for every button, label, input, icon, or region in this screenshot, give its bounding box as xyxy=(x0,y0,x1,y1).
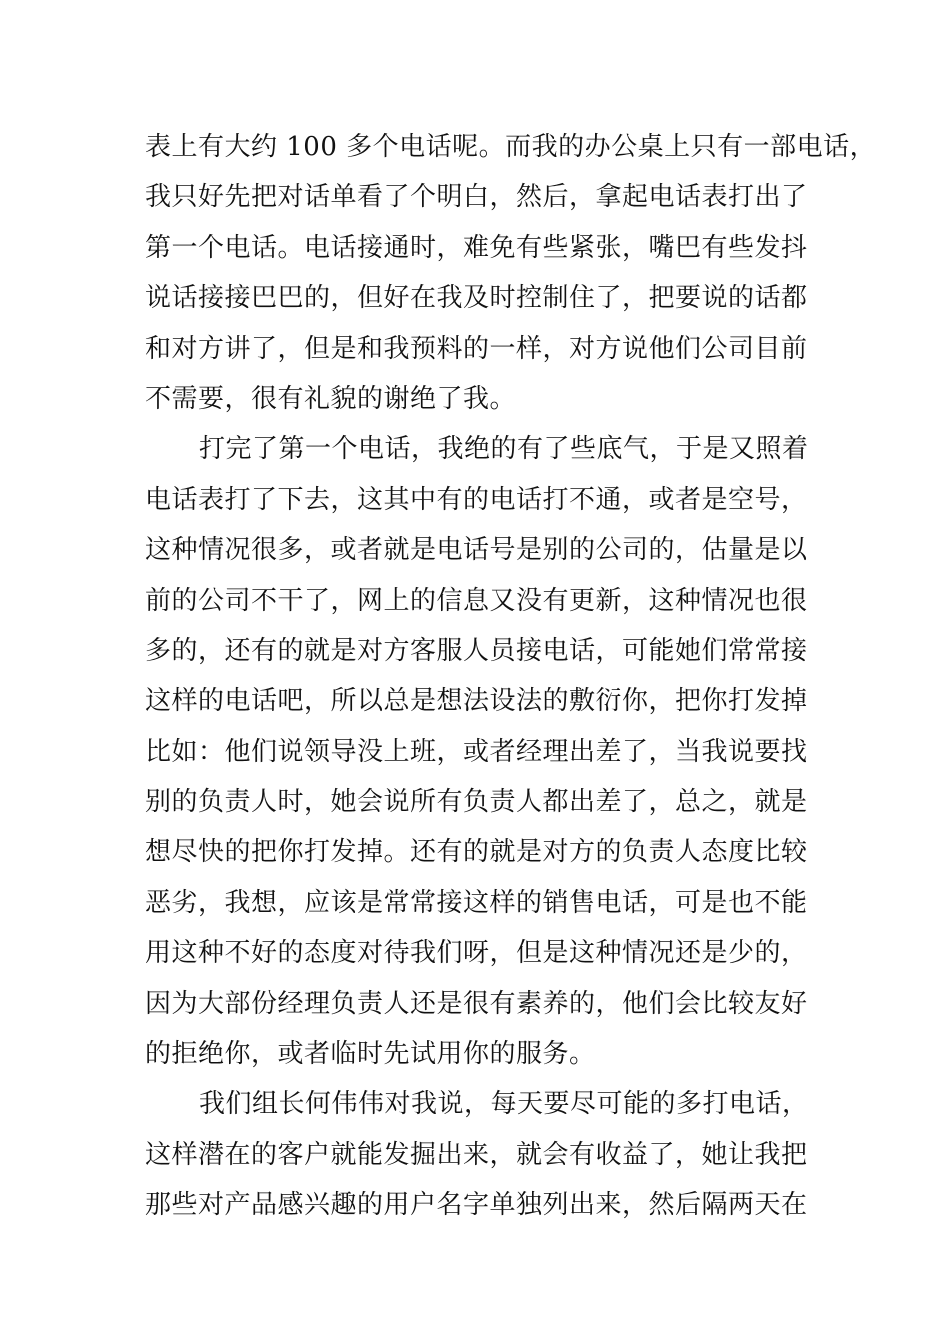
text-line: 我只好先把对话单看了个明白，然后，拿起电话表打出了 xyxy=(145,182,808,213)
text-line: 不需要，很有礼貌的谢绝了我。 xyxy=(145,383,517,414)
text-line: 这样的电话吧，所以总是想法设法的敷衍你，把你打发掉 xyxy=(145,686,808,717)
paragraph-first-line: 我们组长何伟伟对我说，每天要尽可能的多打电话， xyxy=(199,1089,809,1120)
text-line: 前的公司不干了，网上的信息又没有更新，这种情况也很 xyxy=(145,585,808,616)
body-text xyxy=(145,122,877,1231)
text-line: 电话表打了下去，这其中有的电话打不通，或者是空号， xyxy=(145,484,808,515)
text-line: 这样潜在的客户就能发掘出来，就会有收益了，她让我把 xyxy=(145,1139,808,1170)
text-line: 说话接接巴巴的，但好在我及时控制住了，把要说的话都 xyxy=(145,283,808,314)
text-line: 那些对产品感兴趣的用户名字单独列出来，然后隔两天在 xyxy=(145,1190,808,1221)
text-line: 想尽快的把你打发掉。还有的就是对方的负责人态度比较 xyxy=(145,837,808,868)
text-line: 别的负责人时，她会说所有负责人都出差了，总之，就是 xyxy=(145,787,808,818)
text-line: 第一个电话。电话接通时，难免有些紧张，嘴巴有些发抖 xyxy=(145,232,808,263)
text-line: 用这种不好的态度对待我们呀，但是这种情况还是少的， xyxy=(145,938,808,969)
text-line: 的拒绝你，或者临时先试用你的服务。 xyxy=(145,1039,596,1070)
text-line: 恶劣，我想，应该是常常接这样的销售电话，可是也不能 xyxy=(145,887,808,918)
text-line: 多的，还有的就是对方客服人员接电话，可能她们常常接 xyxy=(145,635,808,666)
text-line: 和对方讲了，但是和我预料的一样，对方说他们公司目前 xyxy=(145,333,808,364)
text-line: 因为大部份经理负责人还是很有素养的，他们会比较友好 xyxy=(145,988,808,1019)
text-line: 表上有大约 100 多个电话呢。而我的办公桌上只有一部电话， xyxy=(145,132,877,162)
paragraph-first-line: 打完了第一个电话，我绝的有了些底气，于是又照着 xyxy=(199,434,809,465)
text-line: 比如：他们说领导没上班，或者经理出差了，当我说要找 xyxy=(145,736,808,767)
text-line: 这种情况很多，或者就是电话号是别的公司的，估量是以 xyxy=(145,535,808,566)
